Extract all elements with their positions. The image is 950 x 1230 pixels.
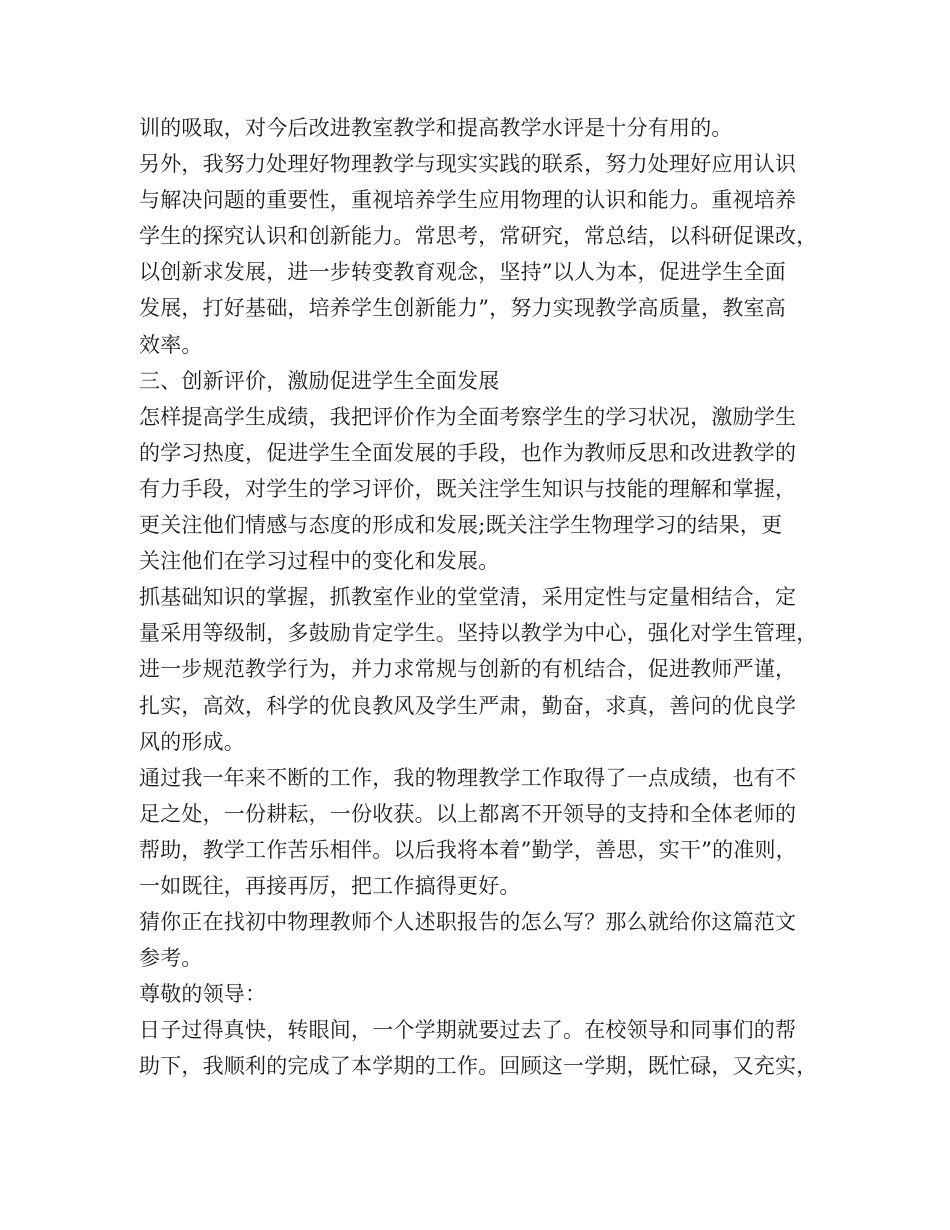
text-line: 帮助，教学工作苦乐相伴。以后我将本着”勤学，善思，实干”的准则， bbox=[139, 837, 797, 862]
text-line: 猜你正在找初中物理教师个人述职报告的怎么写？那么就给你这篇范文 bbox=[139, 910, 797, 935]
text-line: 助下，我顺利的完成了本学期的工作。回顾这一学期，既忙碌，又充实， bbox=[139, 1054, 818, 1079]
text-line: 扎实，高效，科学的优良教风及学生严肃，勤奋，求真，善问的优良学 bbox=[139, 693, 797, 718]
text-line: 的学习热度，促进学生全面发展的手段，也作为教师反思和改进教学的 bbox=[139, 440, 797, 465]
text-line: 更关注他们情感与态度的形成和发展;既关注学生物理学习的结果，更 bbox=[139, 513, 783, 538]
text-line: 学生的探究认识和创新能力。常思考，常研究，常总结，以科研促课改， bbox=[139, 224, 818, 249]
text-line: 训的吸取，对今后改进教室教学和提高教学水评是十分有用的。 bbox=[139, 116, 733, 140]
text-line: 量采用等级制，多鼓励肯定学生。坚持以教学为中心，强化对学生管理， bbox=[139, 621, 818, 646]
text-line: 一如既往，再接再厉，把工作搞得更好。 bbox=[139, 873, 521, 898]
text-line: 日子过得真快，转眼间，一个学期就要过去了。在校领导和同事们的帮 bbox=[139, 1018, 797, 1043]
text-line: 另外，我努力处理好物理教学与现实实践的联系，努力处理好应用认识 bbox=[139, 152, 797, 177]
section-heading: 三、创新评价，激励促进学生全面发展 bbox=[139, 368, 500, 393]
text-line: 以创新求发展，进一步转变教育观念，坚持”以人为本，促进学生全面 bbox=[139, 260, 786, 285]
text-line: 怎样提高学生成绩，我把评价作为全面考察学生的学习状况，激励学生 bbox=[139, 404, 797, 429]
text-line: 足之处，一份耕耘，一份收获。以上都离不开领导的支持和全体老师的 bbox=[139, 801, 797, 826]
text-line: 进一步规范教学行为，并力求常规与创新的有机结合，促进教师严谨， bbox=[139, 657, 797, 682]
text-line: 效率。 bbox=[139, 332, 203, 357]
document-body bbox=[139, 110, 829, 1085]
text-line: 通过我一年来不断的工作，我的物理教学工作取得了一点成绩，也有不 bbox=[139, 765, 797, 790]
text-line: 参考。 bbox=[139, 946, 203, 971]
text-line: 有力手段，对学生的学习评价，既关注学生知识与技能的理解和掌握， bbox=[139, 476, 797, 501]
text-line: 发展，打好基础，培养学生创新能力”，努力实现教学高质量，教室高 bbox=[139, 296, 786, 321]
text-line: 关注他们在学习过程中的变化和发展。 bbox=[139, 549, 500, 574]
text-line: 风的形成。 bbox=[139, 729, 245, 754]
text-line: 抓基础知识的掌握，抓教室作业的堂堂清，采用定性与定量相结合，定 bbox=[139, 585, 797, 610]
salutation: 尊敬的领导： bbox=[139, 982, 267, 1007]
text-line: 与解决问题的重要性，重视培养学生应用物理的认识和能力。重视培养 bbox=[139, 188, 797, 213]
